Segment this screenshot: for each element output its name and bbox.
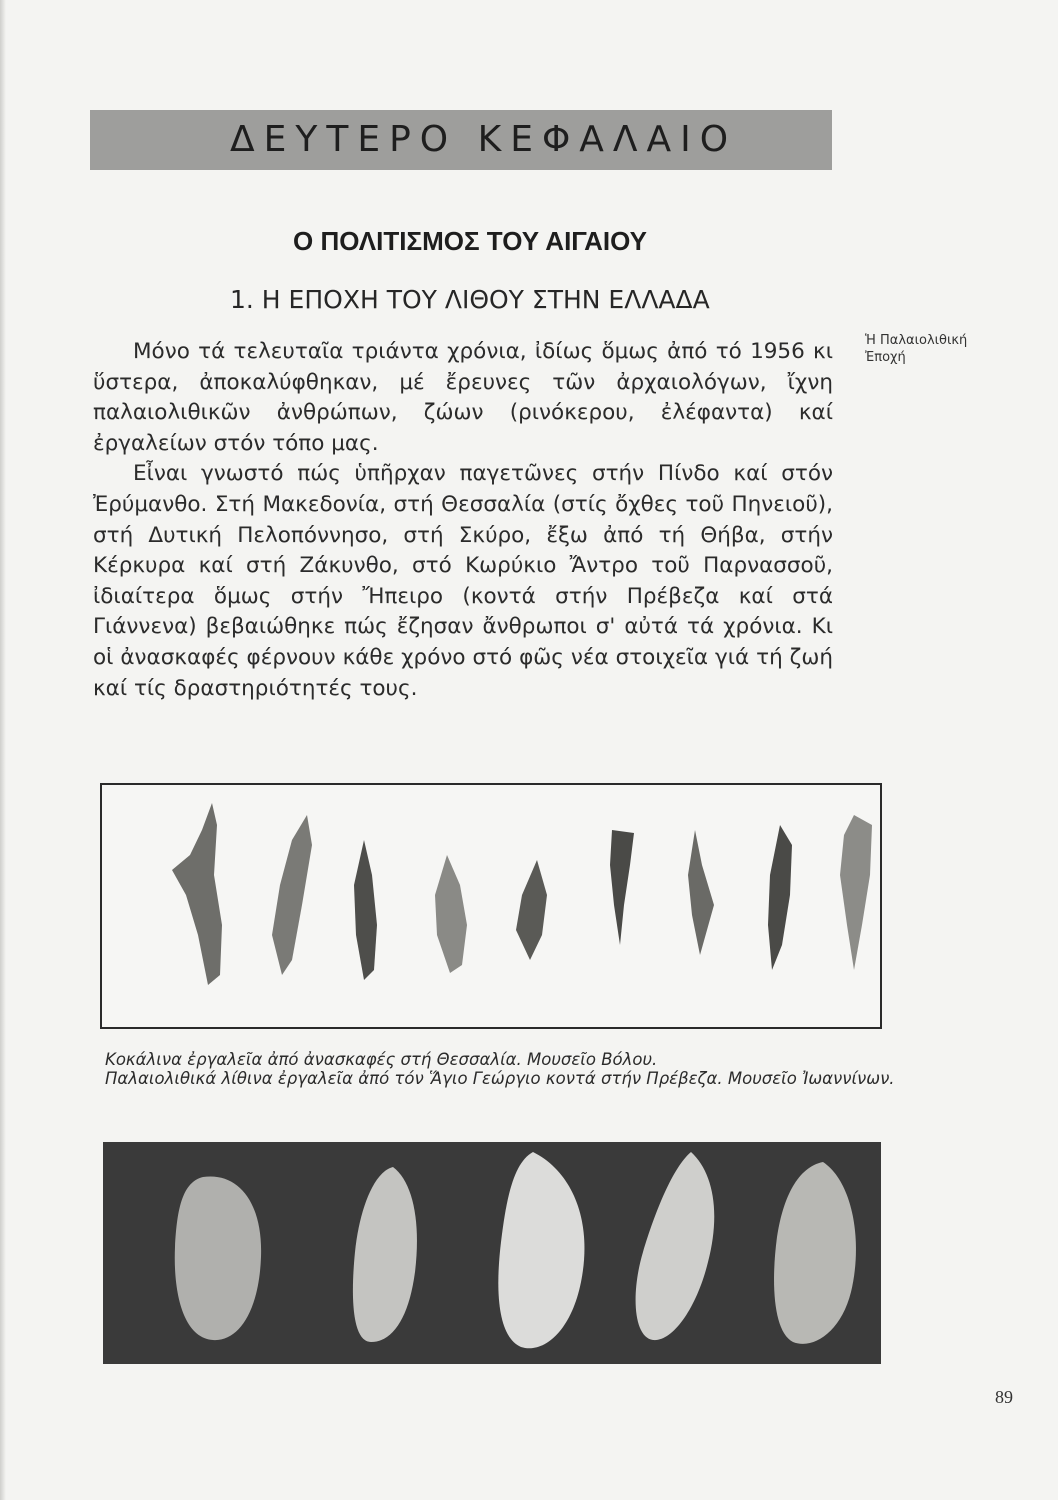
body-text [93, 337, 833, 704]
stone-tool [636, 1152, 715, 1340]
stone-tools-photo [103, 1142, 881, 1364]
section-heading: 1. Η ΕΠΟΧΗ ΤΟΥ ΛΙΘΟΥ ΣΤΗΝ ΕΛΛΑΔΑ [230, 285, 710, 314]
stone-tool [498, 1152, 584, 1348]
stone-tool [774, 1162, 856, 1344]
bone-tools-figure [100, 783, 882, 1029]
bone-tool [688, 830, 714, 955]
bone-tool [354, 840, 377, 980]
caption: Παλαιολιθικά λίθινα ἐργαλεῖα ἀπό τόν Ἅγιο Γεώργιο κοντά στήν Πρέβεζα. Μουσεῖο Ἰωαννίνων. [105, 1069, 895, 1088]
page-number: 89 [995, 1387, 1013, 1407]
page-title: Ο ΠΟΛΙΤΙΣΜΟΣ ΤΟΥ ΑΙΓΑΙΟΥ [293, 226, 647, 256]
paragraph: Μόνο τά τελευταῖα τριάντα χρόνια, ἰδίως ὅμως ἀπό τό 1956 κι ὕστερα, ἀποκαλύφθηκαν, μέ ἔρευνες τῶν ἀρχαιολόγων, ἴχνη παλαιολιθικῶν ἀνθρώπων, ζώων (ρινόκερου, ἐλέφαντα) καί ἐργαλείων στόν τόπο μας. [93, 339, 833, 456]
chapter-heading: ΔΕΥΤΕΡΟ ΚΕΦΑΛΑΙΟ [230, 119, 738, 160]
bone-tool [272, 815, 312, 975]
caption: Κοκάλινα ἐργαλεῖα ἀπό ἀνασκαφές στή Θεσσαλία. Μουσεῖο Βόλου. [105, 1050, 658, 1069]
bone-tool [610, 830, 634, 945]
stone-tool [175, 1176, 261, 1340]
figure-captions [105, 1050, 895, 1088]
bone-tools-illustration [102, 785, 880, 1027]
bone-tool [172, 803, 222, 985]
bone-tool [435, 855, 467, 973]
bone-tool [516, 860, 547, 960]
chapter-heading-band [90, 110, 832, 170]
stone-tools-illustration [103, 1142, 881, 1364]
paragraph: Εἶναι γνωστό πώς ὑπῆρχαν παγετῶνες στήν Πίνδο καί στόν Ἐρύμανθο. Στή Μακεδονία, στή Θεσσαλία (στίς ὄχθες τοῦ Πηνειοῦ), στή Δυτική Πελοπόννησο, στή Σκύρο, ἔξω ἀπό τή Θήβα, στήν Κέρκυρα καί στή Ζάκυνθο, στό Κωρύκιο Ἄντρο τοῦ Παρνασσοῦ, ἰδιαίτερα ὅμως στήν Ἤπειρο (κοντά στήν Πρέβεζα καί στά Γιάννενα) βεβαιώθηκε πώς ἔζησαν ἄνθρωποι σ' αὐτά τά χρόνια. Κι οἱ ἀνασκαφές φέρνουν κάθε χρόνο στό φῶς νέα στοιχεῖα γιά τή ζωή καί τίς δραστηριότητές τους. [93, 461, 833, 701]
page-edge [0, 0, 6, 1500]
stone-tool [353, 1167, 417, 1342]
bone-tool [768, 825, 792, 970]
margin-note: Ἡ Παλαιολιθική Ἐποχή [865, 333, 968, 365]
bone-tool [840, 815, 872, 970]
